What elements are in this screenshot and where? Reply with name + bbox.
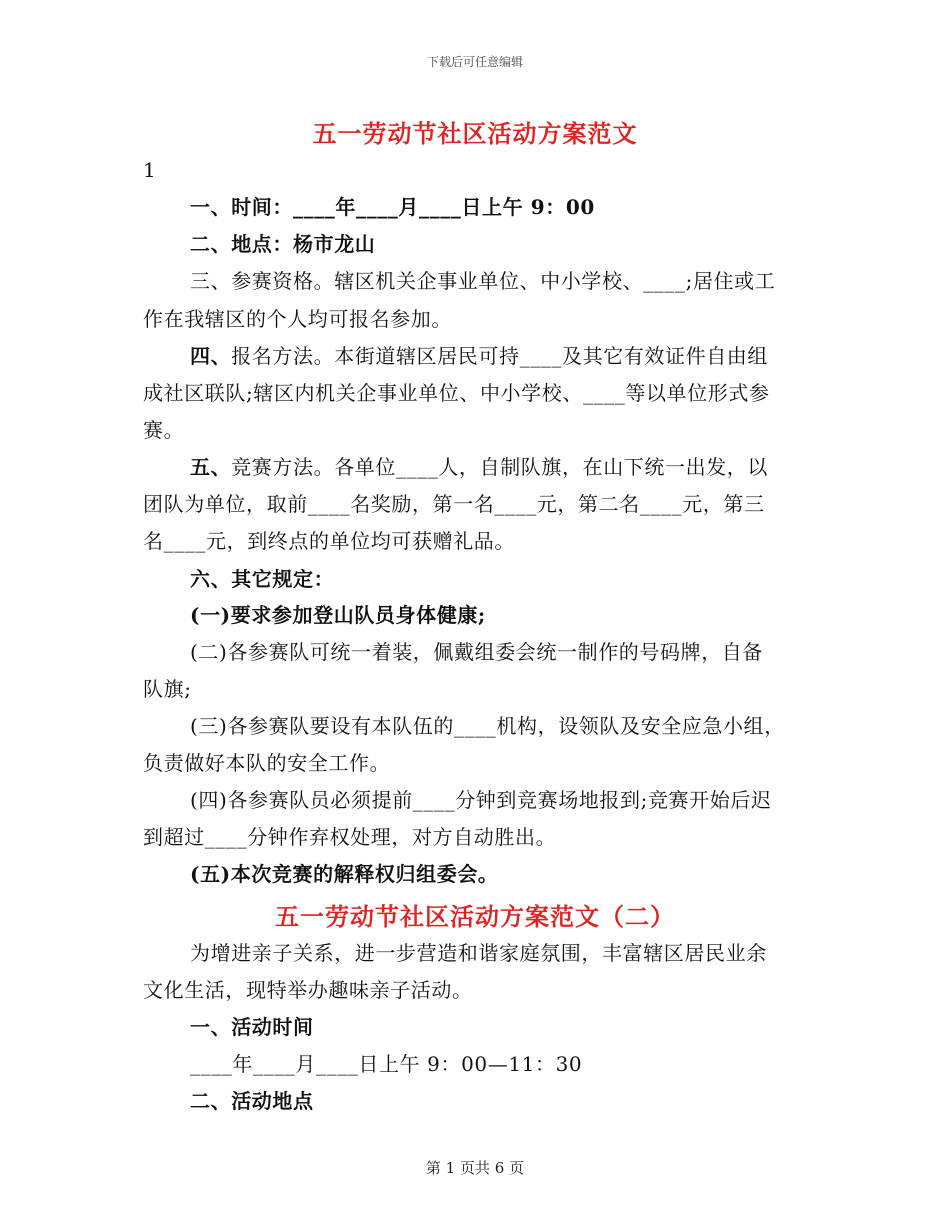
registration-line-1 [190, 341, 813, 371]
section2-title: 五一劳动节社区活动方案范文（二） [275, 902, 675, 931]
rule-1: (一)要求参加登山队员身体健康; [190, 603, 486, 627]
other-rules-heading: 六、其它规定： [190, 567, 335, 591]
activity-place-heading: 二、活动地点 [190, 1089, 314, 1113]
section1-title: 五一劳动节社区活动方案范文 [312, 119, 638, 148]
activity-time-heading: 一、活动时间 [190, 1015, 314, 1039]
registration-line-2: 成社区联队;辖区内机关企事业单位、中小学校、____等以单位形式参 [143, 381, 770, 405]
page-footer: 第 1 页共 6 页 [425, 1159, 525, 1177]
rule-3-line-2: 负责做好本队的安全工作。 [143, 751, 391, 775]
intro-line-1: 为增进亲子关系，进一步营造和谐家庭氛围，丰富辖区居民业余 [190, 941, 767, 965]
registration-line-3: 赛。 [143, 418, 185, 442]
competition-line-2: 团队为单位，取前____名奖励，第一名____元，第二名____元，第三 [143, 492, 765, 516]
competition-line-3: 名____元，到终点的单位均可获赠礼品。 [143, 529, 515, 553]
qualification-line-2: 作在我辖区的个人均可报名参加。 [143, 307, 452, 331]
rule-2-line-2: 队旗; [143, 677, 192, 701]
activity-time-value: ____年____月____日上午 9：00—11：30 [190, 1052, 583, 1076]
rule-3-line-1: (三)各参赛队要设有本队伍的____机构，设领队及安全应急小组， [190, 714, 785, 738]
time-line: 一、时间：____年____月____日上午 9：00 [190, 195, 595, 219]
page-header: 下载后可任意编辑 [426, 55, 523, 69]
place-line: 二、地点：杨市龙山 [190, 232, 376, 256]
registration-heading: 四、 [190, 344, 232, 368]
competition-text: 竞赛方法。各单位____人，自制队旗，在山下统一出发，以 [231, 455, 769, 479]
competition-heading: 五、 [190, 455, 232, 479]
section-number: 1 [143, 158, 157, 182]
qualification-line-1: 三、参赛资格。辖区机关企事业单位、中小学校、____;居住或工 [190, 269, 776, 293]
competition-line-1 [190, 452, 813, 482]
rule-2-line-1: (二)各参赛队可统一着装，佩戴组委会统一制作的号码牌，自备 [190, 640, 764, 664]
intro-line-2: 文化生活，现特举办趣味亲子活动。 [143, 978, 473, 1002]
rule-4-line-2: 到超过____分钟作弃权处理，对方自动胜出。 [143, 825, 557, 849]
rule-4-line-1: (四)各参赛队员必须提前____分钟到竞赛场地报到;竞赛开始后迟 [190, 788, 772, 812]
rule-5: (五)本次竞赛的解释权归组委会。 [190, 862, 499, 886]
registration-text: 报名方法。本街道辖区居民可持____及其它有效证件自由组 [231, 344, 769, 368]
